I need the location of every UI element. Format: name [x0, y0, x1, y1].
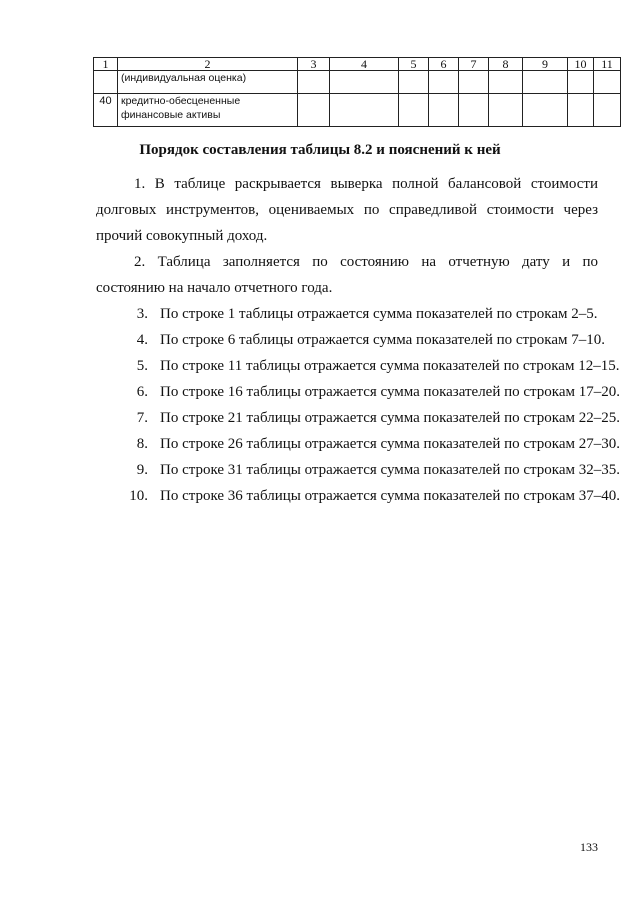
list-item	[96, 353, 620, 379]
list-item	[96, 483, 621, 509]
column-header: 8	[489, 58, 523, 71]
list-item	[96, 301, 598, 327]
table-fragment	[93, 57, 621, 127]
row-name-line: кредитно-обесцененные	[121, 95, 241, 107]
table-cell	[399, 71, 429, 94]
list-item	[96, 327, 606, 353]
numbered-list	[96, 301, 621, 509]
table-header-row	[94, 58, 621, 71]
column-header: 9	[523, 58, 568, 71]
table-cell	[330, 94, 399, 127]
item-text: По строке 36 таблицы отражается сумма показателей по строкам 37–40.	[160, 488, 621, 504]
table-cell	[330, 71, 399, 94]
item-number: 6.	[136, 384, 148, 400]
list-item	[96, 405, 621, 431]
item-text: По строке 16 таблицы отражается сумма показателей по строкам 17–20.	[160, 384, 621, 400]
table-cell	[568, 71, 594, 94]
item-text: По строке 21 таблицы отражается сумма показателей по строкам 22–25.	[160, 410, 621, 426]
page-number: 133	[580, 840, 598, 854]
list-item	[96, 457, 621, 483]
paragraph-line: состоянию на начало отчетного года.	[96, 280, 333, 296]
table-cell	[523, 94, 568, 127]
paragraph-line: 2. Таблица заполняется по состоянию на отчетную дату и по	[134, 254, 598, 270]
item-number: 5.	[136, 358, 148, 374]
paragraph-2	[96, 249, 598, 301]
column-header: 10	[568, 58, 594, 71]
row-number: 40	[94, 94, 118, 127]
column-header: 6	[429, 58, 459, 71]
item-text: По строке 6 таблицы отражается сумма показателей по строкам 7–10.	[160, 332, 606, 348]
table-cell	[568, 94, 594, 127]
table-cell	[459, 94, 489, 127]
row-number	[94, 71, 118, 94]
column-header: 2	[118, 58, 298, 71]
row-name-line: (индивидуальная оценка)	[121, 72, 247, 84]
table-cell	[523, 71, 568, 94]
column-header: 11	[594, 58, 621, 71]
table-cell	[459, 71, 489, 94]
item-number: 3.	[136, 306, 148, 322]
table-cell	[298, 94, 330, 127]
item-number: 4.	[136, 332, 148, 348]
list-item	[96, 431, 621, 457]
column-header: 3	[298, 58, 330, 71]
item-text: По строке 31 таблицы отражается сумма показателей по строкам 32–35.	[160, 462, 621, 478]
list-item	[96, 379, 621, 405]
paragraph-line: долговых инструментов, оцениваемых по справедливой стоимости через	[96, 202, 598, 218]
table-cell	[594, 71, 621, 94]
paragraph-line: прочий совокупный доход.	[96, 228, 268, 244]
row-name	[118, 71, 298, 94]
item-text: По строке 11 таблицы отражается сумма показателей по строкам 12–15.	[160, 358, 620, 374]
row-name	[118, 94, 298, 127]
table-cell	[399, 94, 429, 127]
table-cell	[429, 71, 459, 94]
paragraph-1	[96, 171, 598, 249]
row-name-line: финансовые активы	[121, 109, 221, 121]
table-row	[94, 94, 621, 127]
table-row	[94, 71, 621, 94]
item-text: По строке 1 таблицы отражается сумма показателей по строкам 2–5.	[160, 306, 598, 322]
paragraph-line: 1. В таблице раскрывается выверка полной балансовой стоимости	[134, 176, 598, 192]
table-cell	[489, 94, 523, 127]
item-number: 10.	[129, 488, 148, 504]
column-header: 4	[330, 58, 399, 71]
item-number: 8.	[136, 436, 148, 452]
table-cell	[298, 71, 330, 94]
column-header: 7	[459, 58, 489, 71]
item-number: 7.	[136, 410, 148, 426]
table-cell	[594, 94, 621, 127]
item-text: По строке 26 таблицы отражается сумма показателей по строкам 27–30.	[160, 436, 621, 452]
table-cell	[489, 71, 523, 94]
section-heading: Порядок составления таблицы 8.2 и пояснений к ней	[139, 142, 501, 158]
column-header: 1	[94, 58, 118, 71]
table-cell	[429, 94, 459, 127]
column-header: 5	[399, 58, 429, 71]
item-number: 9.	[136, 462, 148, 478]
